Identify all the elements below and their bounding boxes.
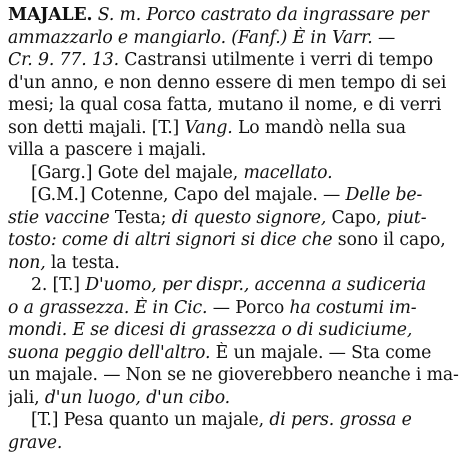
entry-text-segment: macellato.	[243, 163, 332, 183]
entry-line	[8, 184, 462, 207]
entry-text-segment: Capo,	[326, 208, 386, 228]
entry-text-segment: stie vaccine	[8, 208, 110, 228]
entry-text-segment: villa a pascere i majali.	[8, 140, 206, 160]
entry-line	[8, 49, 462, 72]
entry-text-segment: ammazzarlo e mangiarlo. (Fanf.) È in Varr. —	[8, 28, 395, 48]
entry-text-segment: D'uomo, per dispr., accenna a sudiceria	[85, 275, 426, 295]
entry-line	[8, 252, 462, 275]
entry-text-segment: ha costumi im-	[289, 298, 416, 318]
entry-text-segment: sono il capo,	[332, 230, 445, 250]
entry-text-segment: 2. [T.]	[31, 275, 85, 295]
entry-text-segment: non,	[8, 253, 46, 273]
entry-text-segment: — Porco	[207, 298, 289, 318]
entry-line	[8, 72, 462, 95]
entry-line	[8, 297, 462, 320]
entry-text-segment: [Garg.] Gote del majale,	[31, 163, 243, 183]
entry-text-segment: Vang.	[185, 118, 233, 138]
entry-text-segment: son detti majali. [T.]	[8, 118, 185, 138]
headword: MAJALE.	[8, 5, 92, 25]
entry-text-segment: di questo signore,	[172, 208, 327, 228]
entry-line	[8, 229, 462, 252]
entry-text-segment: Castransi utilmente i verri di tempo	[119, 50, 433, 70]
entry-text-segment: un majale. — Non se ne gioverebbero neanche i ma-	[8, 365, 459, 385]
entry-text-segment: mondi. E se dicesi di grassezza o di sudiciume,	[8, 320, 412, 340]
entry-text-segment: Delle be-	[346, 185, 423, 205]
entry-text-segment: piut-	[387, 208, 427, 228]
entry-text-segment: tosto: come di altri signori si dice che	[8, 230, 332, 250]
entry-text-segment: Testa;	[110, 208, 172, 228]
entry-text-segment: jali,	[8, 388, 45, 408]
entry-text-segment: la testa.	[46, 253, 120, 273]
entry-line	[8, 139, 462, 162]
entry-text-segment: Cr. 9. 77. 13.	[8, 50, 119, 70]
entry-text-segment: Lo mandò nella sua	[233, 118, 406, 138]
entry-line	[8, 432, 462, 454]
entry-line	[8, 117, 462, 140]
entry-text-segment: [G.M.] Cotenne, Capo del majale. —	[31, 185, 346, 205]
entry-text-segment: d'un luogo, d'un cibo.	[45, 388, 230, 408]
entry-text-segment: grave.	[8, 433, 62, 453]
entry-text-segment: suona peggio dell'altro.	[8, 343, 210, 363]
entry-text-segment: d'un anno, e non denno essere di men tempo di sei	[8, 73, 446, 93]
entry-text-segment: mesi; la qual cosa fatta, mutano il nome, e di verri	[8, 95, 441, 115]
entry-line	[8, 27, 462, 50]
entry-line	[8, 387, 462, 410]
entry-line	[8, 207, 462, 230]
entry-line	[8, 409, 462, 432]
entry-line	[8, 364, 462, 387]
entry-text-segment: S. m. Porco castrato da ingrassare per	[92, 5, 428, 25]
entry-text-segment: di pers. grossa e	[269, 410, 411, 430]
entry-line	[8, 274, 462, 297]
entry-body	[8, 4, 462, 454]
entry-line	[8, 319, 462, 342]
entry-line	[8, 342, 462, 365]
entry-line	[8, 4, 462, 27]
entry-line	[8, 94, 462, 117]
entry-text-segment: [T.] Pesa quanto un majale,	[31, 410, 269, 430]
entry-text-segment: È un majale. — Sta come	[210, 343, 431, 363]
entry-text-segment: o a grassezza. È in Cic.	[8, 298, 207, 318]
entry-line	[8, 162, 462, 185]
